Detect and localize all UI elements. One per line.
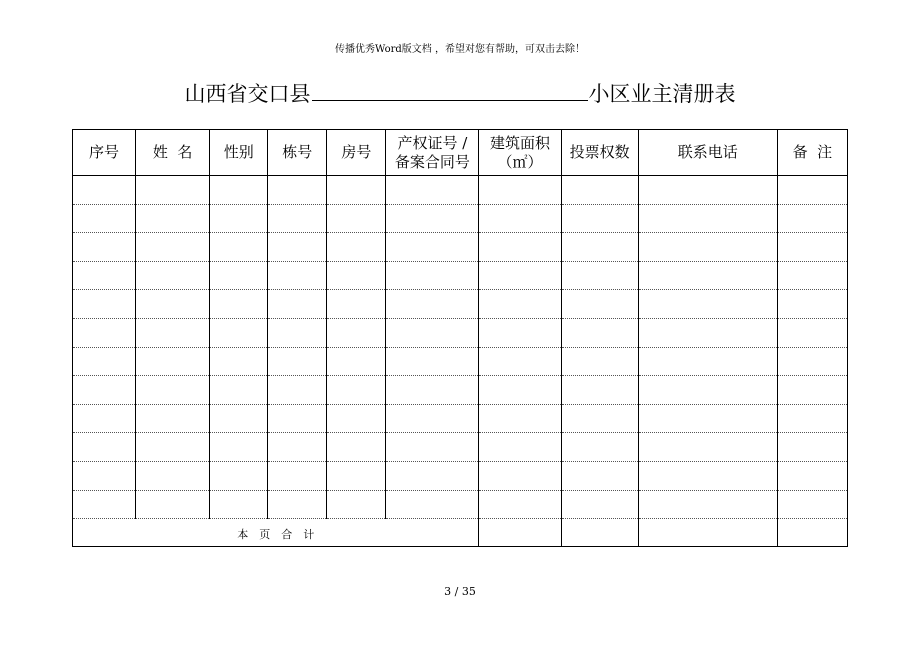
cell-votes[interactable]	[561, 404, 638, 433]
cell-room[interactable]	[327, 490, 386, 519]
cell-remarks[interactable]	[777, 376, 847, 405]
cell-remarks[interactable]	[777, 204, 847, 233]
cell-remarks[interactable]	[777, 261, 847, 290]
header-name: 姓 名	[136, 130, 210, 176]
cell-certificate[interactable]	[386, 233, 479, 262]
cell-phone[interactable]	[638, 233, 777, 262]
cell-votes[interactable]	[561, 461, 638, 490]
cell-area[interactable]	[479, 233, 561, 262]
cell-name[interactable]	[136, 176, 210, 205]
cell-name[interactable]	[136, 461, 210, 490]
cell-area[interactable]	[479, 318, 561, 347]
cell-gender[interactable]	[210, 318, 268, 347]
cell-votes[interactable]	[561, 233, 638, 262]
cell-phone[interactable]	[638, 404, 777, 433]
title-prefix: 山西省交口县	[184, 82, 311, 106]
total-area-cell[interactable]	[479, 519, 561, 547]
cell-name[interactable]	[136, 204, 210, 233]
cell-index[interactable]	[73, 347, 136, 376]
cell-building[interactable]	[268, 404, 327, 433]
total-votes-cell[interactable]	[561, 519, 638, 547]
cell-building[interactable]	[268, 376, 327, 405]
cell-room[interactable]	[327, 404, 386, 433]
header-certificate: 产权证号 / 备案合同号	[386, 130, 479, 176]
cell-gender[interactable]	[210, 433, 268, 462]
cell-name[interactable]	[136, 318, 210, 347]
cell-certificate[interactable]	[386, 318, 479, 347]
cell-remarks[interactable]	[777, 290, 847, 319]
cell-remarks[interactable]	[777, 404, 847, 433]
cell-building[interactable]	[268, 290, 327, 319]
cell-name[interactable]	[136, 404, 210, 433]
page-title	[0, 78, 920, 108]
header-area: 建筑面积 （㎡）	[479, 130, 561, 176]
cell-remarks[interactable]	[777, 461, 847, 490]
table-header-row	[73, 130, 848, 176]
cell-area[interactable]	[479, 490, 561, 519]
cell-certificate[interactable]	[386, 376, 479, 405]
title-suffix: 小区业主清册表	[588, 82, 736, 106]
cell-index[interactable]	[73, 433, 136, 462]
cell-room[interactable]	[327, 233, 386, 262]
cell-room[interactable]	[327, 461, 386, 490]
cell-phone[interactable]	[638, 376, 777, 405]
cell-votes[interactable]	[561, 376, 638, 405]
cell-name[interactable]	[136, 490, 210, 519]
cell-index[interactable]	[73, 176, 136, 205]
cell-votes[interactable]	[561, 433, 638, 462]
header-gender: 性别	[210, 130, 268, 176]
cell-certificate[interactable]	[386, 290, 479, 319]
cell-certificate[interactable]	[386, 490, 479, 519]
cell-name[interactable]	[136, 290, 210, 319]
cell-building[interactable]	[268, 461, 327, 490]
cell-certificate[interactable]	[386, 176, 479, 205]
owner-register-table	[72, 129, 848, 547]
cell-certificate[interactable]	[386, 204, 479, 233]
cell-votes[interactable]	[561, 290, 638, 319]
header-phone: 联系电话	[638, 130, 777, 176]
header-banner: 传播优秀Word版文档 ，希望对您有帮助，可双击去除！	[335, 44, 585, 55]
table-row	[73, 433, 848, 462]
table-row	[73, 347, 848, 376]
header-building: 栋号	[268, 130, 327, 176]
table-row	[73, 233, 848, 262]
header-remarks: 备 注	[777, 130, 847, 176]
cell-index[interactable]	[73, 204, 136, 233]
cell-votes[interactable]	[561, 347, 638, 376]
cell-phone[interactable]	[638, 261, 777, 290]
cell-area[interactable]	[479, 376, 561, 405]
cell-phone[interactable]	[638, 490, 777, 519]
cell-remarks[interactable]	[777, 347, 847, 376]
total-row	[73, 519, 848, 547]
total-remarks-cell[interactable]	[777, 519, 847, 547]
cell-gender[interactable]	[210, 461, 268, 490]
total-label: 本页合计	[237, 528, 326, 542]
cell-index[interactable]	[73, 404, 136, 433]
cell-gender[interactable]	[210, 290, 268, 319]
table-row	[73, 461, 848, 490]
cell-room[interactable]	[327, 290, 386, 319]
cell-area[interactable]	[479, 176, 561, 205]
cell-gender[interactable]	[210, 376, 268, 405]
table-body	[73, 176, 848, 547]
cell-area[interactable]	[479, 404, 561, 433]
table-row	[73, 176, 848, 205]
table-row	[73, 290, 848, 319]
cell-phone[interactable]	[638, 290, 777, 319]
cell-gender[interactable]	[210, 233, 268, 262]
cell-certificate[interactable]	[386, 461, 479, 490]
cell-phone[interactable]	[638, 318, 777, 347]
cell-room[interactable]	[327, 318, 386, 347]
cell-remarks[interactable]	[777, 233, 847, 262]
cell-building[interactable]	[268, 318, 327, 347]
cell-certificate[interactable]	[386, 261, 479, 290]
cell-phone[interactable]	[638, 347, 777, 376]
table-row	[73, 261, 848, 290]
cell-room[interactable]	[327, 376, 386, 405]
cell-name[interactable]	[136, 433, 210, 462]
cell-votes[interactable]	[561, 261, 638, 290]
table-row	[73, 204, 848, 233]
cell-index[interactable]	[73, 490, 136, 519]
cell-gender[interactable]	[210, 204, 268, 233]
cell-area[interactable]	[479, 204, 561, 233]
cell-votes[interactable]	[561, 318, 638, 347]
cell-index[interactable]	[73, 233, 136, 262]
cell-area[interactable]	[479, 347, 561, 376]
header-index: 序号	[73, 130, 136, 176]
community-name-blank[interactable]	[312, 78, 588, 101]
cell-gender[interactable]	[210, 176, 268, 205]
cell-room[interactable]	[327, 261, 386, 290]
table-row	[73, 318, 848, 347]
cell-name[interactable]	[136, 347, 210, 376]
cell-index[interactable]	[73, 290, 136, 319]
cell-area[interactable]	[479, 461, 561, 490]
cell-building[interactable]	[268, 490, 327, 519]
cell-area[interactable]	[479, 261, 561, 290]
table-row	[73, 404, 848, 433]
cell-index[interactable]	[73, 318, 136, 347]
cell-building[interactable]	[268, 233, 327, 262]
cell-area[interactable]	[479, 433, 561, 462]
cell-room[interactable]	[327, 176, 386, 205]
cell-phone[interactable]	[638, 461, 777, 490]
cell-gender[interactable]	[210, 490, 268, 519]
cell-name[interactable]	[136, 233, 210, 262]
cell-building[interactable]	[268, 261, 327, 290]
table-row	[73, 490, 848, 519]
cell-votes[interactable]	[561, 204, 638, 233]
cell-remarks[interactable]	[777, 433, 847, 462]
cell-area[interactable]	[479, 290, 561, 319]
cell-gender[interactable]	[210, 404, 268, 433]
cell-phone[interactable]	[638, 176, 777, 205]
cell-certificate[interactable]	[386, 433, 479, 462]
cell-remarks[interactable]	[777, 318, 847, 347]
cell-name[interactable]	[136, 376, 210, 405]
page-number: 3 / 35	[444, 585, 476, 598]
cell-votes[interactable]	[561, 490, 638, 519]
cell-building[interactable]	[268, 204, 327, 233]
cell-room[interactable]	[327, 433, 386, 462]
cell-phone[interactable]	[638, 204, 777, 233]
cell-index[interactable]	[73, 461, 136, 490]
total-phone-cell[interactable]	[638, 519, 777, 547]
cell-room[interactable]	[327, 204, 386, 233]
cell-room[interactable]	[327, 347, 386, 376]
cell-gender[interactable]	[210, 347, 268, 376]
cell-remarks[interactable]	[777, 490, 847, 519]
table-row	[73, 376, 848, 405]
cell-building[interactable]	[268, 347, 327, 376]
cell-index[interactable]	[73, 261, 136, 290]
cell-index[interactable]	[73, 376, 136, 405]
header-votes: 投票权数	[561, 130, 638, 176]
cell-votes[interactable]	[561, 176, 638, 205]
total-label-cell	[73, 519, 479, 547]
header-room: 房号	[327, 130, 386, 176]
cell-phone[interactable]	[638, 433, 777, 462]
cell-certificate[interactable]	[386, 347, 479, 376]
cell-remarks[interactable]	[777, 176, 847, 205]
cell-certificate[interactable]	[386, 404, 479, 433]
cell-building[interactable]	[268, 433, 327, 462]
cell-gender[interactable]	[210, 261, 268, 290]
cell-building[interactable]	[268, 176, 327, 205]
cell-name[interactable]	[136, 261, 210, 290]
